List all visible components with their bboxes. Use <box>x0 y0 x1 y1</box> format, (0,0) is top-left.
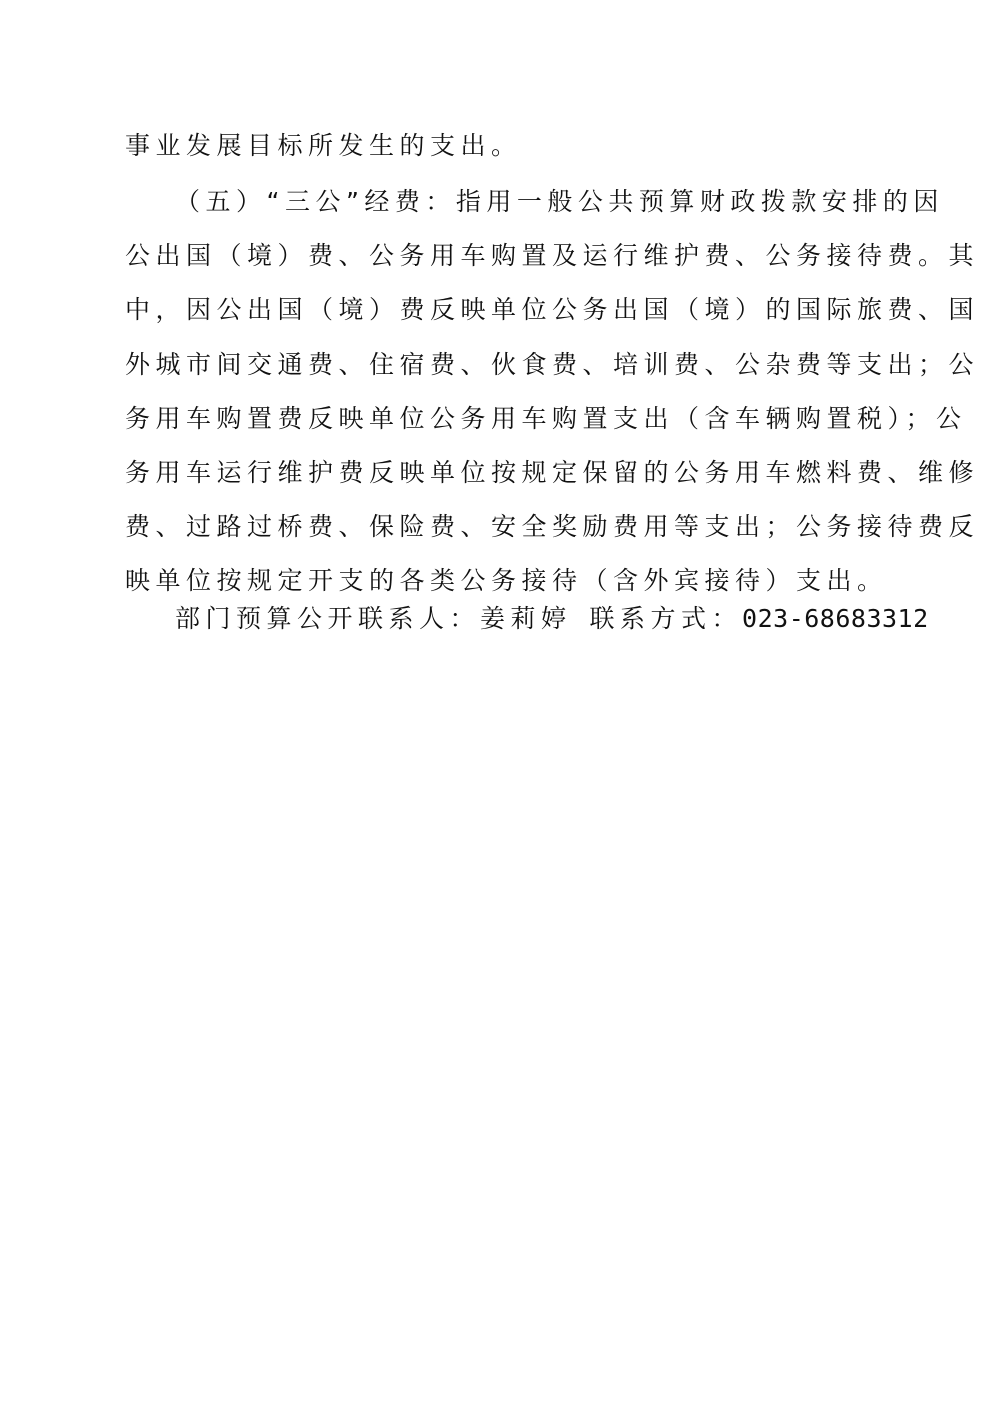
paragraph-line: 务用车运行维护费反映单位按规定保留的公务用车燃料费、维修 <box>125 458 980 487</box>
paragraph-line: 外城市间交通费、住宿费、伙食费、培训费、公杂费等支出；公 <box>125 350 980 379</box>
contact-line <box>175 604 929 634</box>
contact-person-name: 姜莉婷 <box>480 604 572 633</box>
paragraph-line: 中，因公出国（境）费反映单位公务出国（境）的国际旅费、国 <box>125 295 980 324</box>
paragraph-line: 费、过路过桥费、保险费、安全奖励费用等支出；公务接待费反 <box>125 512 980 541</box>
paragraph-line: （五）“三公”经费：指用一般公共预算财政拨款安排的因 <box>175 187 944 216</box>
paragraph-line: 公出国（境）费、公务用车购置及运行维护费、公务接待费。其 <box>125 241 980 270</box>
contact-phone: 023-68683312 <box>742 604 929 633</box>
paragraph-line: 事业发展目标所发生的支出。 <box>125 131 522 160</box>
contact-method-label: 联系方式： <box>589 604 743 633</box>
paragraph-line: 务用车购置费反映单位公务用车购置支出（含车辆购置税）；公 <box>125 404 967 433</box>
contact-person-label: 部门预算公开联系人： <box>175 604 481 633</box>
paragraph-line: 映单位按规定开支的各类公务接待（含外宾接待）支出。 <box>125 566 888 595</box>
